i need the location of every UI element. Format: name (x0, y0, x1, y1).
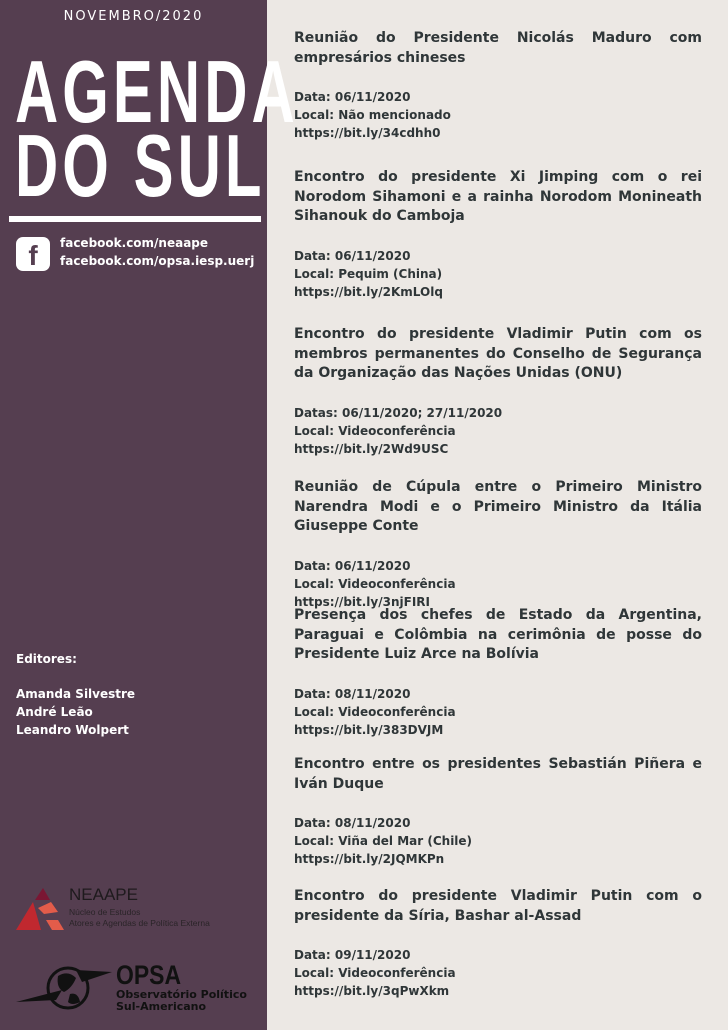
item-title: Encontro do presidente Vladimir Putin com os membros permanentes do Conselho de Segurança da Organização das Nações Unidas (ONU) (294, 326, 702, 381)
editor: Amanda Silvestre (16, 687, 136, 701)
opsa-name: OPSA (116, 960, 182, 990)
opsa-line-2: Sul-Americano (116, 1000, 207, 1013)
editor: Leandro Wolpert (16, 723, 129, 737)
agenda-item (294, 478, 702, 611)
item-title: Reunião do Presidente Nicolás Maduro com empresários chineses (294, 30, 702, 66)
item-local: Local: Videoconferência (294, 423, 456, 438)
item-local: Local: Videoconferência (294, 966, 456, 980)
item-title: Encontro do presidente Xi Jimping com o rei Norodom Sihamoni e a rainha Norodom Monineath Sihanouk do Camboja (294, 169, 702, 224)
divider (9, 216, 261, 222)
neaape-triangle-icon (16, 888, 66, 933)
facebook-link-opsa[interactable]: facebook.com/opsa.iesp.uerj (60, 254, 255, 268)
item-date: Data: 08/11/2020 (294, 686, 411, 701)
item-title: Encontro do presidente Vladimir Putin com o presidente da Síria, Bashar al-Assad (294, 888, 702, 924)
neaape-line-1: Núcleo de Estudos (69, 907, 141, 917)
item-link[interactable]: https://bit.ly/34cdhh0 (294, 126, 441, 140)
title-line-2: DO SUL (15, 116, 266, 215)
item-date: Data: 06/11/2020 (294, 248, 411, 263)
agenda-item (294, 168, 702, 301)
item-link[interactable]: https://bit.ly/2JQMKPn (294, 852, 445, 866)
agenda-item (294, 325, 702, 458)
neaape-line-2: Atores e Agendas de Política Externa (69, 918, 210, 928)
item-title: Presença dos chefes de Estado da Argentina, Paraguai e Colômbia na cerimônia de posse do Presidente Luiz Arce na Bolívia (294, 607, 702, 662)
item-local: Local: Videoconferência (294, 704, 456, 719)
agenda-item (294, 755, 702, 868)
facebook-link-neaape[interactable]: facebook.com/neaape (60, 236, 209, 250)
neaape-name: NEAAPE (69, 885, 138, 904)
item-link[interactable]: https://bit.ly/2KmLOlq (294, 284, 443, 299)
item-local: Local: Não mencionado (294, 108, 451, 122)
editor: André Leão (16, 705, 93, 719)
agenda-item (294, 29, 702, 142)
editors-label: Editores: (16, 652, 77, 666)
opsa-globe-icon (16, 962, 112, 1014)
item-link[interactable]: https://bit.ly/3qPwXkm (294, 984, 450, 998)
item-link[interactable]: https://bit.ly/383DVJM (294, 722, 444, 737)
item-local: Local: Viña del Mar (Chile) (294, 834, 473, 848)
item-date: Data: 06/11/2020 (294, 90, 411, 104)
issue-month: NOVEMBRO/2020 (63, 9, 204, 24)
agenda-item (294, 606, 702, 739)
facebook-icon: f (16, 237, 50, 271)
agenda-item (294, 887, 702, 1000)
item-title: Encontro entre os presidentes Sebastián Piñera e Iván Duque (294, 756, 702, 792)
item-link[interactable]: https://bit.ly/3njFIRI (294, 594, 431, 609)
title-line-1: AGENDA (15, 42, 299, 141)
item-date: Data: 08/11/2020 (294, 816, 411, 830)
sidebar (0, 0, 299, 1030)
item-date: Data: 09/11/2020 (294, 948, 411, 962)
item-local: Local: Videoconferência (294, 576, 456, 591)
opsa-line-1: Observatório Político (116, 988, 247, 1001)
item-local: Local: Pequim (China) (294, 266, 443, 281)
item-link[interactable]: https://bit.ly/2Wd9USC (294, 441, 449, 456)
item-date: Datas: 06/11/2020; 27/11/2020 (294, 405, 503, 420)
item-title: Reunião de Cúpula entre o Primeiro Ministro Narendra Modi e o Primeiro Ministro da Itália Giuseppe Conte (294, 479, 702, 534)
item-date: Data: 06/11/2020 (294, 558, 411, 573)
